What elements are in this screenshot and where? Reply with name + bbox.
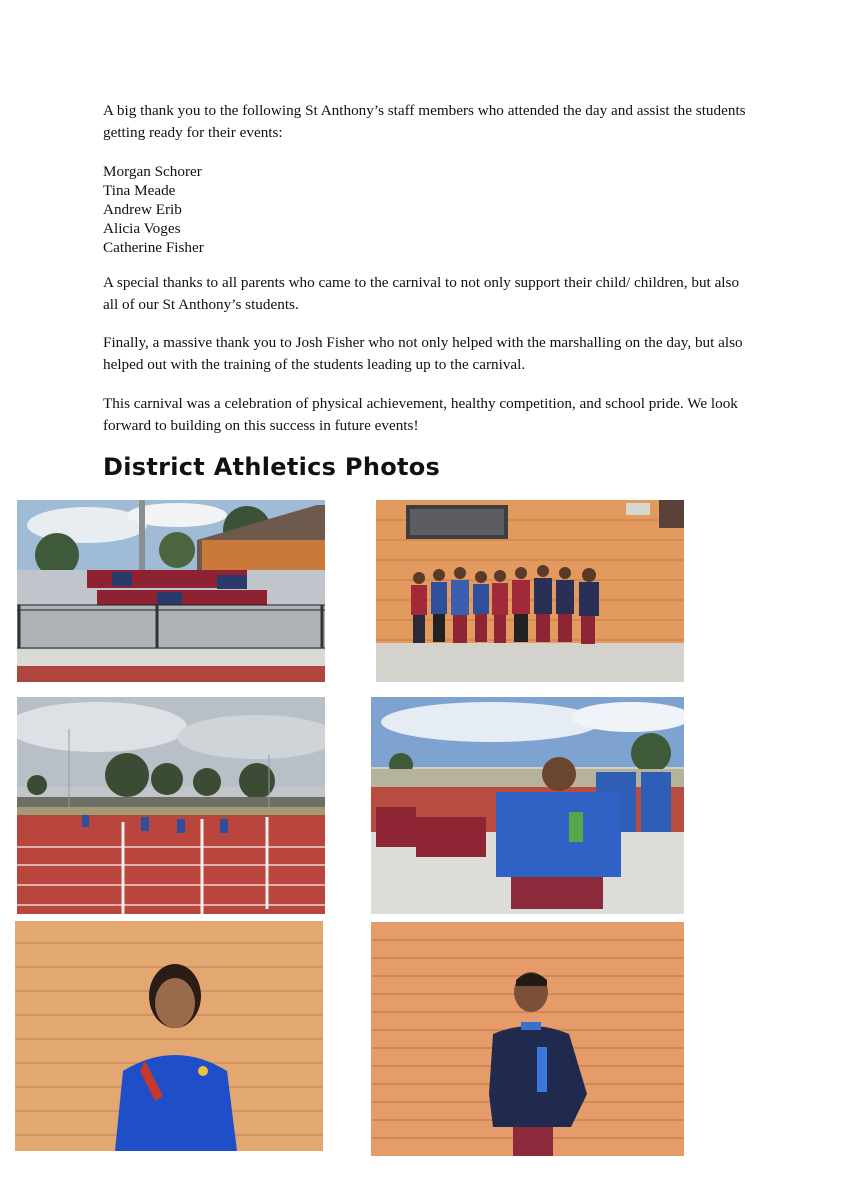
staff-name: Catherine Fisher xyxy=(103,239,204,256)
parents-thanks-paragraph: A special thanks to all parents who came to the carnival to not only support their child/ children, but also all of our St Anthony’s students. xyxy=(103,274,740,313)
josh-thanks-paragraph: Finally, a massive thank you to Josh Fisher who not only helped with the marshalling on the day, but also helped out with the training of the students leading up to the carnival. xyxy=(103,334,743,373)
photos-heading: District Athletics Photos xyxy=(103,453,441,481)
staff-name: Tina Meade xyxy=(103,182,176,199)
grandstand-photo xyxy=(17,500,325,682)
staff-name: Morgan Schorer xyxy=(103,163,202,180)
group-brick-wall-photo xyxy=(376,500,684,682)
staff-name: Andrew Erib xyxy=(103,201,182,218)
intro-paragraph: A big thank you to the following St Anthony’s staff members who attended the day and assist the students getting ready for their events: xyxy=(103,102,746,141)
staff-list xyxy=(103,162,204,257)
boy-ribbon-track-photo xyxy=(371,697,684,914)
boy-blue-ribbon-photo xyxy=(371,922,684,1156)
staff-name: Alicia Voges xyxy=(103,220,181,237)
hurdles-race-photo xyxy=(17,697,325,914)
girl-ribbon-photo xyxy=(15,921,323,1151)
closing-paragraph: This carnival was a celebration of physical achievement, healthy competition, and school pride. We look forward to building on this success in future events! xyxy=(103,395,738,434)
